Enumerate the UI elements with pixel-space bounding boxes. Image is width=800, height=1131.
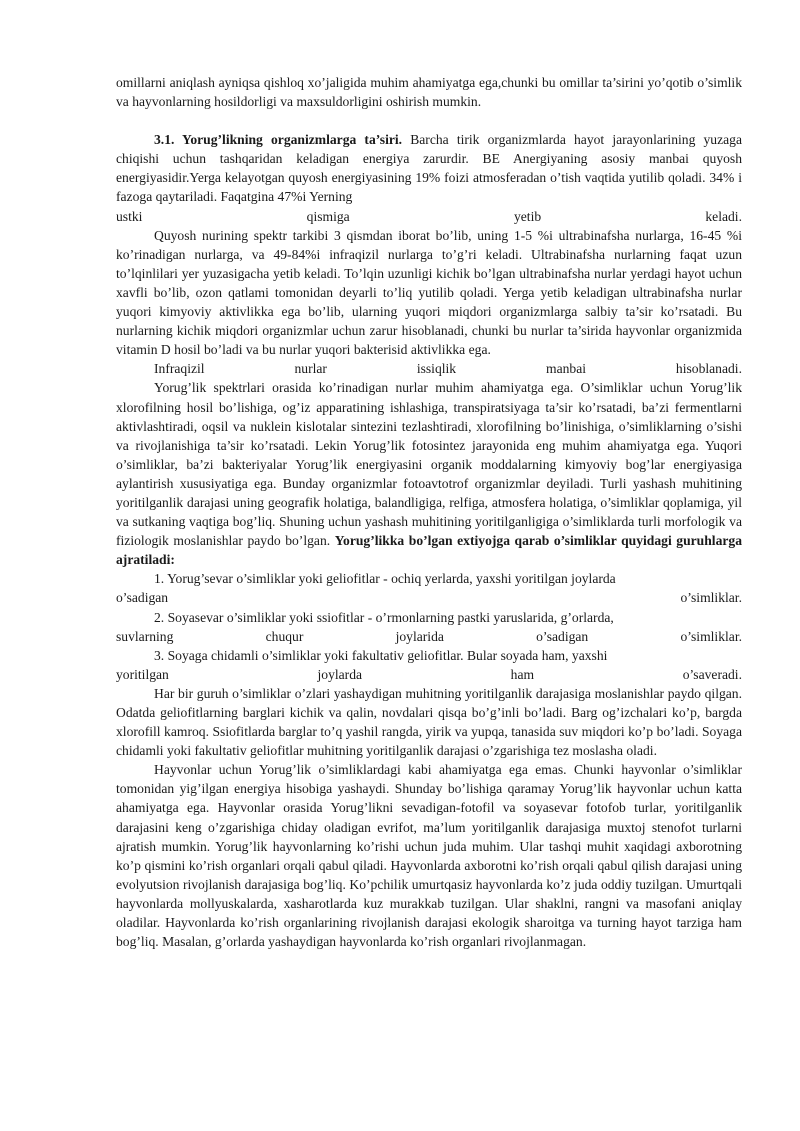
spectrum-paragraph: Quyosh nurining spektr tarkibi 3 qismdan iborat bo’lib, uning 1-5 %i ultrabinafsha nurlarga, 16-45 %i ko’rinadigan nurlarga, va 49-84%i infraqizil nurlarga to’g’ri keladi. Ultrabinafsha nurlarning faqat uzun to’lqinlilari yer yuzasigacha yetib keladi. To’lqin uzunligi kichik bo’lgan ultrabinafsha nurlar yerdagi hayot uchun xavfli bo’lib, ozon qatlami tomonidan deyarli to’liq yutilib qoladi. Yerga yetib keladigan ultrabinafsha nurlar yuqori kimyoviy aktivlikka ega bo’lib, ularning yuqori miqdori organizmlarga salbiy ta’sir ko’rsatadi. Bu nurlarning kichik miqdori organizmlar uchun zarur hisoblanadi, chunki bu nurlar ta’sirida hayvonlar organizmida vitamin D hosil bo’ladi va bu nurlar yuqori bakterisid aktivlikka ega. bbox=[116, 227, 742, 358]
section-p1-text: Barcha tirik organizmlarda hayot jarayonlarining yuzaga chiqishi uchun tashqaridan keladigan energiya zarurdir. BE Anergiyaning asosiy manbai quyosh energiyasidir.Yerga kelayotgan quyosh energiyasining 19% foizi atmosferadan o’tish vaqtida yutilib qoladi. 34% i fazoga qaytariladi. Faqatgina 47%i Yerning bbox=[116, 132, 742, 205]
list-item-2: 2. Soyasevar o’simliklar yoki ssiofitlar - o’rmonlarning pastki yaruslarida, g’orlarda, bbox=[154, 609, 614, 625]
document-page bbox=[116, 73, 742, 951]
list-item-1-end-text: o’simliklar. bbox=[680, 590, 742, 606]
section-heading: 3.1. Yorug’likning organizmlarga ta’siri. bbox=[154, 132, 403, 148]
list-item-3: 3. Soyaga chidamli o’simliklar yoki fakultativ geliofitlar. Bular soyada ham, yaxshi bbox=[154, 647, 608, 663]
adaptation-paragraph: Har bir guruh o’simliklar o’zlari yashaydigan muhitning yoritilganlik darajasiga moslanishlar paydo qilgan. Odatda geliofitlarning barglari kichik va qalin, novdalari qisqa bo’g’inli bo’ladi. Barg og’izchalari ko’p, bargda xlorofill kamroq. Ssiofitlarda barglar to’q yashil rangda, yirik va yupqa, tanasida suv miqdori ko’p bo’ladi. Soyaga chidamli yoki fakultativ geliofitlar muhitning yoritilganlik darajasi o’zgarishiga tez moslasha oladi. bbox=[116, 685, 742, 759]
infrared-paragraph: Infraqizil nurlar issiqlik manbai hisoblanadi. bbox=[154, 361, 742, 377]
visible-light-text: Yorug’lik spektrlari orasida ko’rinadigan nurlar muhim ahamiyatga ega. O’simliklar uchun Yorug’lik xlorofilning hosil bo’lishiga, og’iz apparatining ishlashiga, transpiratsiyaga ta’sir ko’rsatadi, ba’zi fermentlarni aktivlashtiradi, oqsil va nuklein kislotalar sintezini tezlashtiradi, xlorofilning bo’linishiga, o’simliklarning o’sishi va rivojlanishiga ta’sir ko’rsatadi. Lekin Yorug’lik fotosintez jarayonida eng muhim ahamiyatga ega. Yuqori o’simliklar, ba’zi bakteriyalar Yorug’lik energiyasini organik moddalarning kimyoviy bog’lar energiyasiga aylantirish xususiyatiga ega. Bunday organizmlar fotoavtotrof organizmlar deyiladi. Turli yashash muhitining yoritilganlik darajasi uning geografik holatiga, balandligiga, relfiga, atmosfera holatiga, o’simliklar qoplamiga, yil va sutkaning vaqtiga bog’liq. Shuning uchun yashash muhitining yoritilganligiga o’simliklarda turli morfologik va fiziologik moslanishlar paydo bo’lgan. bbox=[116, 380, 742, 549]
list-item-1-lead: o’sadigan bbox=[116, 590, 169, 606]
groups-heading: Yorug’likka bo’lgan extiyojga qarab o’simliklar quyidagi guruhlarga ajratiladi: bbox=[116, 533, 742, 568]
list-item-2-end: suvlarning chuqur joylarida o’sadigan o’simliklar. bbox=[116, 628, 742, 644]
list-item-1-end bbox=[116, 588, 742, 607]
paragraph-gap bbox=[116, 111, 742, 130]
section-p1-end: ustki qismiga yetib keladi. bbox=[116, 208, 742, 224]
visible-light-paragraph bbox=[116, 378, 742, 569]
list-item-3-end: yoritilgan joylarda ham o’saveradi. bbox=[116, 666, 742, 682]
intro-paragraph: omillarni aniqlash ayniqsa qishloq xo’jaligida muhim ahamiyatga ega,chunki bu omillar ta’sirini yo’qotib o’simlik va hayvonlarning hosildorligi va maxsuldorligini oshirish mumkin. bbox=[116, 75, 742, 110]
list-item-1: 1. Yorug’sevar o’simliklar yoki geliofitlar - ochiq yerlarda, yaxshi yoritilgan joylarda bbox=[154, 571, 616, 587]
animals-paragraph: Hayvonlar uchun Yorug’lik o’simliklardagi kabi ahamiyatga ega emas. Chunki hayvonlar o’simliklar tomonidan yig’ilgan energiya hisobiga yashaydi. Shunday bo’lishiga qaramay Yorug’lik hayvonlar uchun katta ahamiyatga ega. Hayvonlar orasida Yorug’likni sevadigan-fotofil va soyasevar fotofob turlar, yoritilganlik darajasini keng o’zgarishiga chiday oladigan evrifot, ma’lum yoritilganlik darajasiga muxtoj stenofot turlarni ajratish mumkin. Yorug’lik hayvonlarning ko’rishi uchun juda muhim. Ular tashqi muhit xaqidagi axborotning ko’p qismini ko’rish organlari orqali qabul qiladi. Hayvonlarda axborotni ko’rish orqali qabul qilish darajasi uning evolyutsion rivojlanish darajasiga bog’liq. Ko’pchilik umurtqasiz hayvonlarda ko’z juda oddiy tuzilgan. Umurtqali hayvonlarda mollyuskalarda, xasharotlarda kuz murakkab tuzilgan. Ular shaklni, rangni va masofani aniqlay oladilar. Hayvonlarda ko’rish organlarining rivojlanish darajasi ekologik sharoitga va turning hayot tarziga ham bog’liq. Masalan, g’orlarda yashaydigan hayvonlarda ko’rish organlari rivojlanmagan. bbox=[116, 762, 742, 950]
section-paragraph-1 bbox=[116, 130, 742, 206]
